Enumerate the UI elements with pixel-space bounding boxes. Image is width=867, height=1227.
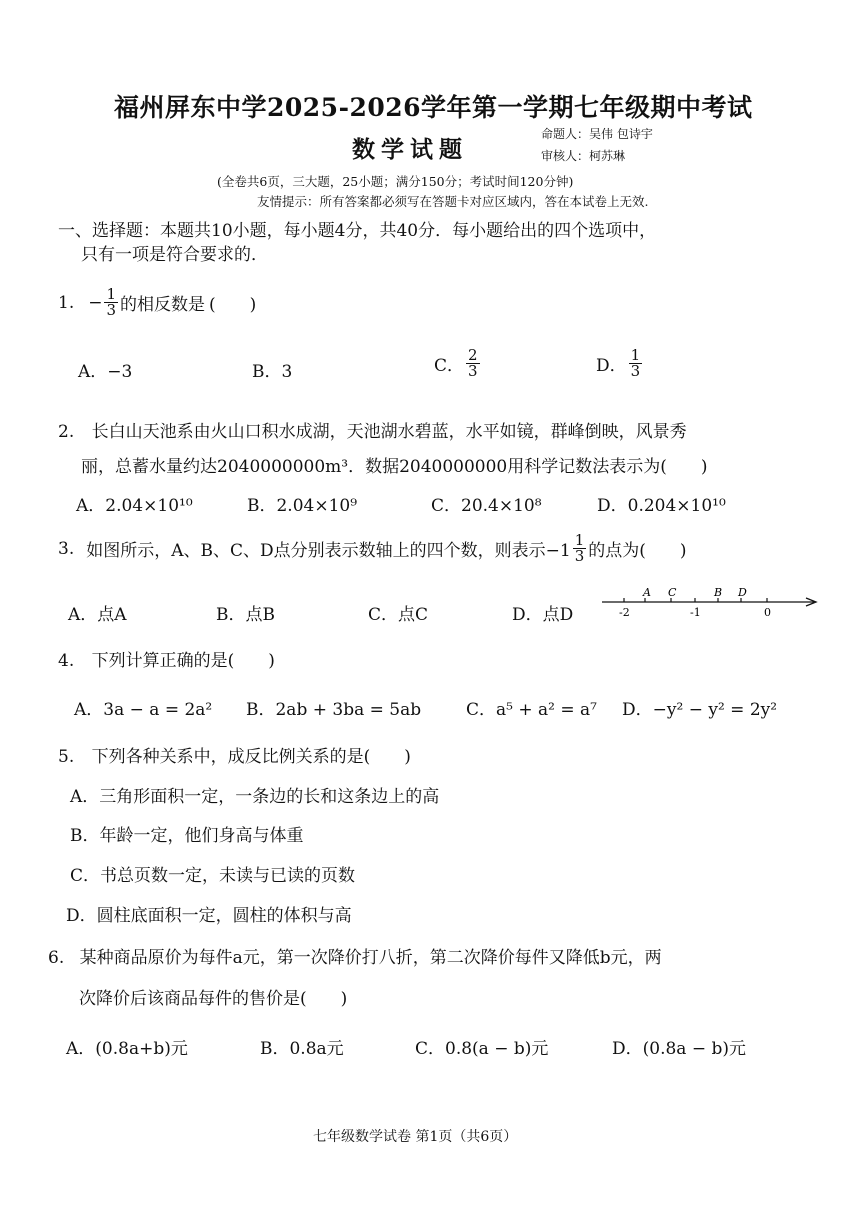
point-label-d: D [738, 586, 747, 599]
fraction-denominator: 3 [574, 547, 585, 565]
page-footer: 七年级数学试卷 第1页（共6页） [313, 1129, 518, 1145]
option-label: D． [596, 356, 627, 376]
option-d: D．圆柱底面积一定，圆柱的体积与高 [66, 906, 352, 926]
question-number: 6. [48, 948, 65, 968]
option-c: C．20.4×10⁸ [431, 496, 542, 516]
option-a: A．点A [68, 605, 127, 625]
option-label: C． [434, 356, 465, 376]
option-d: D．(0.8a − b)元 [612, 1039, 746, 1059]
option-c: C．0.8(a − b)元 [415, 1039, 549, 1059]
option-a: A．三角形面积一定，一条边的长和这条边上的高 [70, 787, 440, 807]
fraction [629, 348, 643, 379]
question-text-line1: 某种商品原价为每件a元，第一次降价打八折，第二次降价每件又降低b元，两 [79, 948, 662, 968]
question-text: 下列计算正确的是( ) [91, 651, 275, 671]
question-text-end: 的点为( ) [588, 541, 687, 561]
option-b: B．点B [216, 605, 275, 625]
exam-notice: 友情提示：所有答案都必须写在答题卡对应区域内，答在本试卷上无效. [257, 194, 649, 209]
option-d [596, 348, 644, 379]
tick-label: 0 [764, 606, 771, 619]
question-3 [58, 533, 687, 564]
fraction-numerator: 1 [106, 285, 117, 303]
fraction-numerator: 1 [630, 346, 641, 364]
exam-info: (全卷共6页，三大题，25小题；满分150分；考试时间120分钟) [217, 174, 574, 189]
question-number: 4. [58, 651, 75, 671]
option-c [434, 348, 482, 379]
question-5 [58, 742, 411, 767]
fraction-denominator: 3 [106, 301, 117, 319]
question-2 [58, 417, 687, 442]
option-c: C．书总页数一定，未读与已读的页数 [70, 866, 356, 886]
question-text: 如图所示，A、B、C、D点分别表示数轴上的四个数，则表示−1 [86, 541, 571, 561]
question-text-line2: 丽，总蓄水量约达2040000000m³．数据2040000000用科学记数法表示为( ) [81, 457, 708, 477]
reviewer-label: 审核人：柯苏琳 [541, 149, 626, 163]
point-label-b: B [714, 586, 723, 599]
fraction-denominator: 3 [468, 362, 478, 380]
point-label-c: C [668, 586, 677, 599]
option-a: A．(0.8a+b)元 [66, 1039, 188, 1059]
question-number: 5. [58, 747, 75, 767]
option-b: B．0.8a元 [260, 1039, 344, 1059]
tick-label: -2 [619, 606, 630, 619]
tick-label: -1 [690, 606, 701, 619]
answer-paren: ( ) [209, 295, 257, 315]
question-number: 2. [58, 422, 75, 442]
question-6 [48, 943, 662, 968]
question-text-line2: 次降价后该商品每件的售价是( ) [79, 989, 348, 1009]
option-d: D．0.204×10¹⁰ [597, 496, 726, 516]
question-1 [58, 287, 256, 318]
option-b: B．2.04×10⁹ [247, 496, 358, 516]
fraction-numerator: 1 [574, 531, 585, 549]
fraction [573, 533, 587, 564]
option-b: B．年龄一定，他们身高与体重 [70, 826, 304, 846]
point-label-a: A [643, 586, 651, 599]
option-c: C．点C [368, 605, 429, 625]
option-a: A．−3 [78, 362, 133, 382]
fraction-numerator: 2 [468, 346, 478, 364]
option-c: C．a⁵ + a² = a⁷ [466, 700, 597, 720]
question-text: 的相反数是 [120, 295, 206, 315]
fraction [466, 348, 480, 379]
section-heading-line1: 一、选择题：本题共10小题，每小题4分，共40分．每小题给出的四个选项中， [58, 221, 657, 241]
fraction [104, 287, 118, 318]
minus-sign: − [88, 292, 103, 313]
option-b: B．2ab + 3ba = 5ab [246, 700, 422, 720]
question-text-line1: 长白山天池系由火山口积水成湖，天池湖水碧蓝，水平如镜，群峰倒映，风景秀 [91, 422, 687, 442]
fraction-denominator: 3 [630, 362, 641, 380]
section-heading-line2: 只有一项是符合要求的． [81, 245, 268, 265]
number-line-figure [598, 582, 824, 622]
option-d: D．点D [512, 605, 574, 625]
option-a: A．2.04×10¹⁰ [76, 496, 193, 516]
question-number: 3. [58, 538, 75, 559]
question-text: 下列各种关系中，成反比例关系的是( ) [91, 747, 411, 767]
question-number: 1. [58, 292, 75, 313]
option-a: A．3a − a = 2a² [74, 700, 213, 720]
option-d: D．−y² − y² = 2y² [622, 700, 778, 720]
question-4 [58, 646, 275, 671]
setter-label: 命题人：吴伟 包诗宇 [541, 127, 653, 141]
exam-title: 福州屏东中学2025-2026学年第一学期七年级期中考试 [114, 93, 753, 122]
exam-subtitle: 数学试题 [352, 136, 468, 163]
option-b: B．3 [252, 362, 293, 382]
